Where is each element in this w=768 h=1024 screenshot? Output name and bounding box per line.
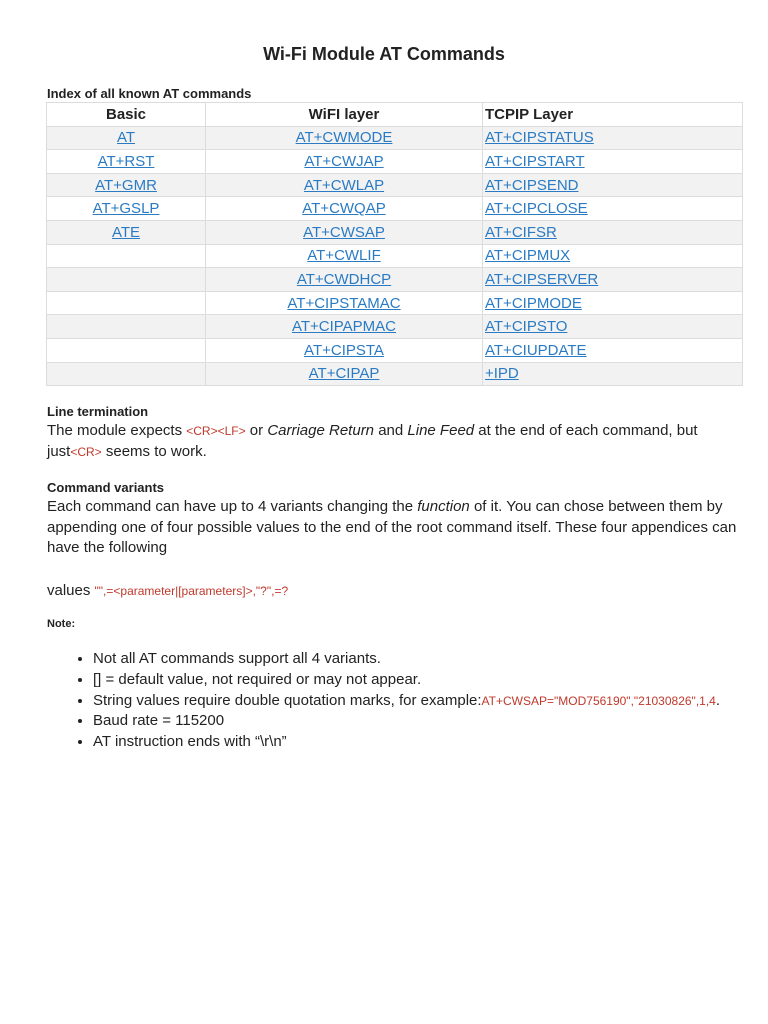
- command-link[interactable]: AT+CWLAP: [303, 176, 385, 194]
- cr-lf-code: <CR><LF>: [186, 424, 246, 438]
- variant-values-code: "",=<parameter|[parameters]>,"?",=?: [94, 584, 289, 598]
- command-link[interactable]: AT+CIPSTA: [304, 341, 384, 359]
- list-item: • Not all AT commands support all 4 variants.: [93, 649, 753, 670]
- table-cell: [483, 150, 743, 174]
- command-link[interactable]: AT+CIPCLOSE: [485, 200, 588, 218]
- command-link[interactable]: AT: [116, 129, 136, 147]
- command-link[interactable]: AT+CIPMUX: [485, 247, 571, 265]
- table-cell: [47, 268, 206, 292]
- command-link[interactable]: AT+GSLP: [92, 200, 160, 218]
- list-item: • AT instruction ends with “\r\n”: [93, 732, 753, 753]
- command-link[interactable]: AT+CIPSTART: [485, 152, 585, 170]
- column-header-wifi: WiFI layer: [206, 103, 483, 127]
- command-link[interactable]: AT+CIUPDATE: [485, 341, 587, 359]
- table-cell: [47, 362, 206, 386]
- table-cell: [483, 315, 743, 339]
- command-variants-text: Each command can have up to 4 variants changing the function of it. You can chose between them by appending one of four possible values to the end of the root command itself. These four appendices can have the following: [47, 498, 737, 556]
- table-row: [47, 220, 743, 244]
- table-cell: [206, 150, 483, 174]
- table-cell: [483, 338, 743, 362]
- command-link[interactable]: AT+CIPSERVER: [485, 270, 599, 288]
- variant-values-line: values "",=<parameter|[parameters]>,"?",=?: [47, 582, 289, 599]
- command-link[interactable]: AT+GMR: [95, 176, 157, 194]
- table-row: [47, 244, 743, 268]
- command-link[interactable]: AT+CWQAP: [302, 200, 386, 218]
- line-termination-text: The module expects <CR><LF> or Carriage Return and Line Feed at the end of each command, but just<CR> seems to work.: [47, 422, 698, 460]
- column-header-tcpip: TCPIP Layer: [483, 103, 743, 127]
- table-row: [47, 338, 743, 362]
- table-row: [47, 291, 743, 315]
- table-cell: [206, 126, 483, 150]
- list-item: • Baud rate = 115200: [93, 711, 753, 732]
- column-header-basic: Basic: [47, 103, 206, 127]
- table-cell: [47, 197, 206, 221]
- table-cell: [483, 126, 743, 150]
- table-row: [47, 268, 743, 292]
- table-cell: [483, 173, 743, 197]
- table-cell: [47, 244, 206, 268]
- table-row: [47, 150, 743, 174]
- list-item: • String values require double quotation marks, for example:AT+CWSAP="MOD756190","21030826",1,4.: [93, 691, 753, 712]
- command-link[interactable]: +IPD: [485, 365, 519, 383]
- page-title: Wi-Fi Module AT Commands: [263, 44, 505, 64]
- command-link[interactable]: AT+CWDHCP: [296, 270, 392, 288]
- line-termination-heading: Line termination: [47, 404, 149, 419]
- table-cell: [483, 244, 743, 268]
- command-link[interactable]: AT+RST: [97, 152, 155, 170]
- table-cell: [206, 244, 483, 268]
- table-row: [47, 126, 743, 150]
- table-cell: [47, 220, 206, 244]
- table-cell: [47, 315, 206, 339]
- table-cell: [483, 268, 743, 292]
- index-heading: Index of all known AT commands: [47, 86, 252, 101]
- table-cell: [206, 197, 483, 221]
- list-item: • [] = default value, not required or may not appear.: [93, 670, 753, 691]
- command-link[interactable]: AT+CIPSTATUS: [485, 129, 594, 147]
- table-cell: [483, 362, 743, 386]
- cwsap-example-code: AT+CWSAP="MOD756190","21030826",1,4: [481, 693, 716, 708]
- table-cell: [483, 220, 743, 244]
- table-cell: [206, 173, 483, 197]
- cr-code: <CR>: [70, 444, 102, 459]
- table-header-row: [47, 103, 743, 127]
- table-cell: [206, 220, 483, 244]
- note-label: Note:: [47, 618, 76, 630]
- table-cell: [206, 362, 483, 386]
- command-link[interactable]: AT+CWSAP: [303, 223, 385, 241]
- table-cell: [47, 291, 206, 315]
- table-cell: [206, 268, 483, 292]
- table-cell: [47, 173, 206, 197]
- table-cell: [206, 291, 483, 315]
- command-link[interactable]: AT+CWLIF: [307, 247, 381, 265]
- table-row: [47, 197, 743, 221]
- command-link[interactable]: AT+CIFSR: [485, 223, 557, 241]
- table-cell: [47, 338, 206, 362]
- table-row: [47, 173, 743, 197]
- command-variants-heading: Command variants: [47, 480, 165, 495]
- table-cell: [47, 126, 206, 150]
- command-link[interactable]: AT+CWMODE: [295, 129, 393, 147]
- table-cell: [483, 291, 743, 315]
- table-row: [47, 315, 743, 339]
- command-link[interactable]: AT+CIPAP: [308, 365, 380, 383]
- command-link[interactable]: AT+CIPMODE: [485, 294, 582, 312]
- table-row: [47, 362, 743, 386]
- table-cell: [206, 338, 483, 362]
- notes-list: [47, 649, 753, 753]
- command-link[interactable]: AT+CIPSTAMAC: [287, 294, 401, 312]
- command-link[interactable]: AT+CWJAP: [304, 152, 384, 170]
- command-link[interactable]: ATE: [111, 223, 141, 241]
- table-cell: [206, 315, 483, 339]
- at-commands-table: [46, 102, 743, 386]
- command-link[interactable]: AT+CIPAPMAC: [291, 318, 397, 336]
- table-cell: [47, 150, 206, 174]
- table-cell: [483, 197, 743, 221]
- command-link[interactable]: AT+CIPSTO: [485, 318, 568, 336]
- command-link[interactable]: AT+CIPSEND: [485, 176, 579, 194]
